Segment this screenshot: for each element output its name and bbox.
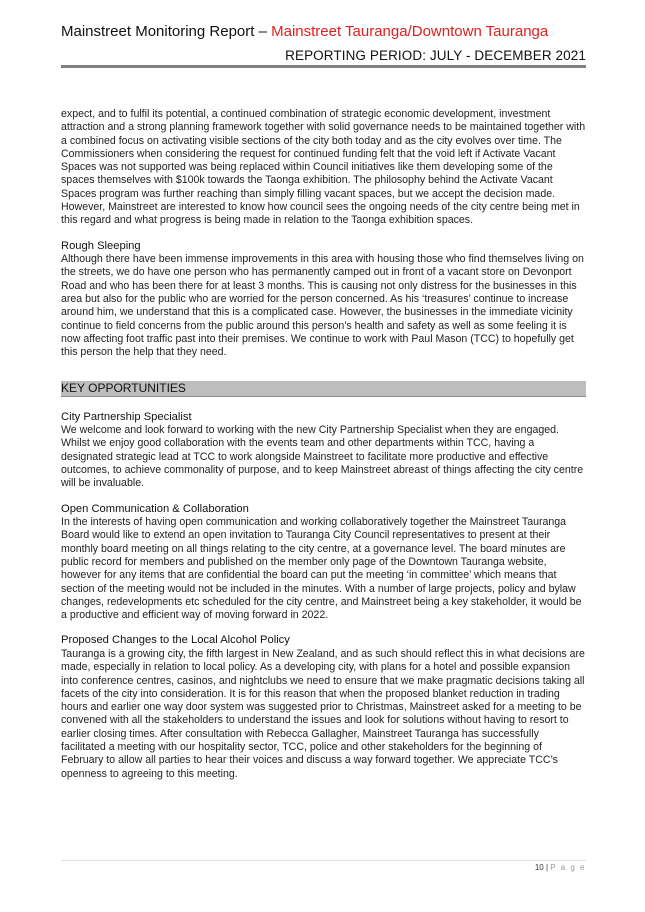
page-header — [61, 21, 586, 66]
rough-sleeping-section — [61, 240, 586, 360]
open-communication-heading: Open Communication & Collaboration — [61, 502, 249, 515]
page-content — [61, 108, 586, 793]
page-number: 10 — [534, 863, 544, 872]
footer-divider — [61, 860, 586, 861]
city-partnership-paragraph: We welcome and look forward to working with the new City Partnership Specialist when they are engaged. Whilst we enjoy good collaboration with the events team and other departments within TCC, having a designated strategic lead at TCC to work alongside Mainstreet to facilitate more productive and effective outcomes, to achieve commonality of purpose, and to keep Mainstreet abreast of things affecting the city centre will be invaluable. — [61, 424, 584, 490]
rough-sleeping-heading: Rough Sleeping — [61, 239, 141, 252]
header-divider — [61, 65, 586, 68]
report-title-location: Mainstreet Tauranga/Downtown Tauranga — [271, 23, 549, 40]
intro-section — [61, 108, 586, 228]
report-title — [61, 21, 586, 43]
alcohol-policy-section — [61, 634, 586, 780]
intro-paragraph: expect, and to fulfil its potential, a continued combination of strategic economic development, investment attraction and a strong planning framework together with solid governance needs to be maintained together with a combined focus on activating visible sections of the city both today and as the city evolves over time. The Commissioners when considering the request for continued funding felt that the void left if Activate Vacant Spaces was not supported was being replaced within Council initiatives like them developing some of the spaces themselves with $100k towards the Taonga exhibition. The philosophy behind the Activate Vacant Spaces program was further reaching than simply filling vacant spaces, but we accept the decision made. However, Mainstreet are interested to know how council sees the ongoing needs of the city centre being met in this regard and what progress is being made in relation to the Taonga exhibition spaces. — [61, 108, 586, 227]
key-opportunities-heading: KEY OPPORTUNITIES — [61, 381, 586, 397]
open-communication-paragraph: In the interests of having open communication and working collaboratively together the Mainstreet Tauranga Board would like to extend an open invitation to Tauranga City Council representatives to present at their monthly board meeting on all things relating to the city centre, at a governance level. The board minutes are public record for members and published on the member only page of the Downtown Tauranga website, however for any items that are confidential the board can put the meeting ‘in committee’ which means that section of the meeting would not be included in the minutes. With a number of large projects, policy and bylaw changes, redevelopments etc scheduled for the city centre, and Mainstreet being a key stakeholder, it would be a productive and efficient way of moving forward in 2022. — [61, 516, 582, 622]
alcohol-policy-paragraph: Tauranga is a growing city, the fifth largest in New Zealand, and as such should reflect this in what decisions are made, especially in relation to local policy. As a developing city, with plans for a hotel and possible expansion into conference centres, casinos, and nightclubs we need to ensure that we make pragmatic decisions taking all facets of the city into consideration. It is for this reason that when the proposed blanket reduction in trading hours and earlier one way door system was suggested prior to Christmas, Mainstreet asked for a meeting to be convened with all the stakeholders to understand the issues and look for solutions without having to resort to earlier closing times. After consultation with Rebecca Gallagher, Mainstreet Tauranga has successfully facilitated a meeting with our hospitality sector, TCC, police and other stakeholders for the beginning of February to allow all parties to hear their voices and discuss a way forward together. We appreciate TCC’s openness to agreeing to this meeting. — [61, 647, 585, 780]
report-title-prefix: Mainstreet Monitoring Report – — [61, 23, 272, 40]
rough-sleeping-paragraph: Although there have been immense improvements in this area with housing those who find themselves living on the streets, we do have one person who has permanently camped out in front of a vacant store on Devonport Road and who has been there for at least 3 months. This is causing not only distress for the businesses in this area but also for the public who are worried for the person concerned. As his ‘treasures’ continue to increase around him, we understand that this is a complicated case. However, the businesses in the immediate vicinity continue to field concerns from the public around this person’s health and safety as well as some feeling it is now affecting foot traffic past into their premises. We continue to work with Paul Mason (TCC) to hopefully get this person the help that they need. — [61, 253, 584, 359]
open-communication-section — [61, 503, 586, 623]
city-partnership-section — [61, 411, 586, 491]
page-label: P a g e — [550, 863, 586, 872]
reporting-period: REPORTING PERIOD: JULY - DECEMBER 2021 — [285, 48, 586, 63]
page-separator: | — [543, 863, 551, 872]
city-partnership-heading: City Partnership Specialist — [61, 410, 192, 423]
page-footer — [61, 863, 586, 872]
alcohol-policy-heading: Proposed Changes to the Local Alcohol Policy — [61, 634, 290, 647]
